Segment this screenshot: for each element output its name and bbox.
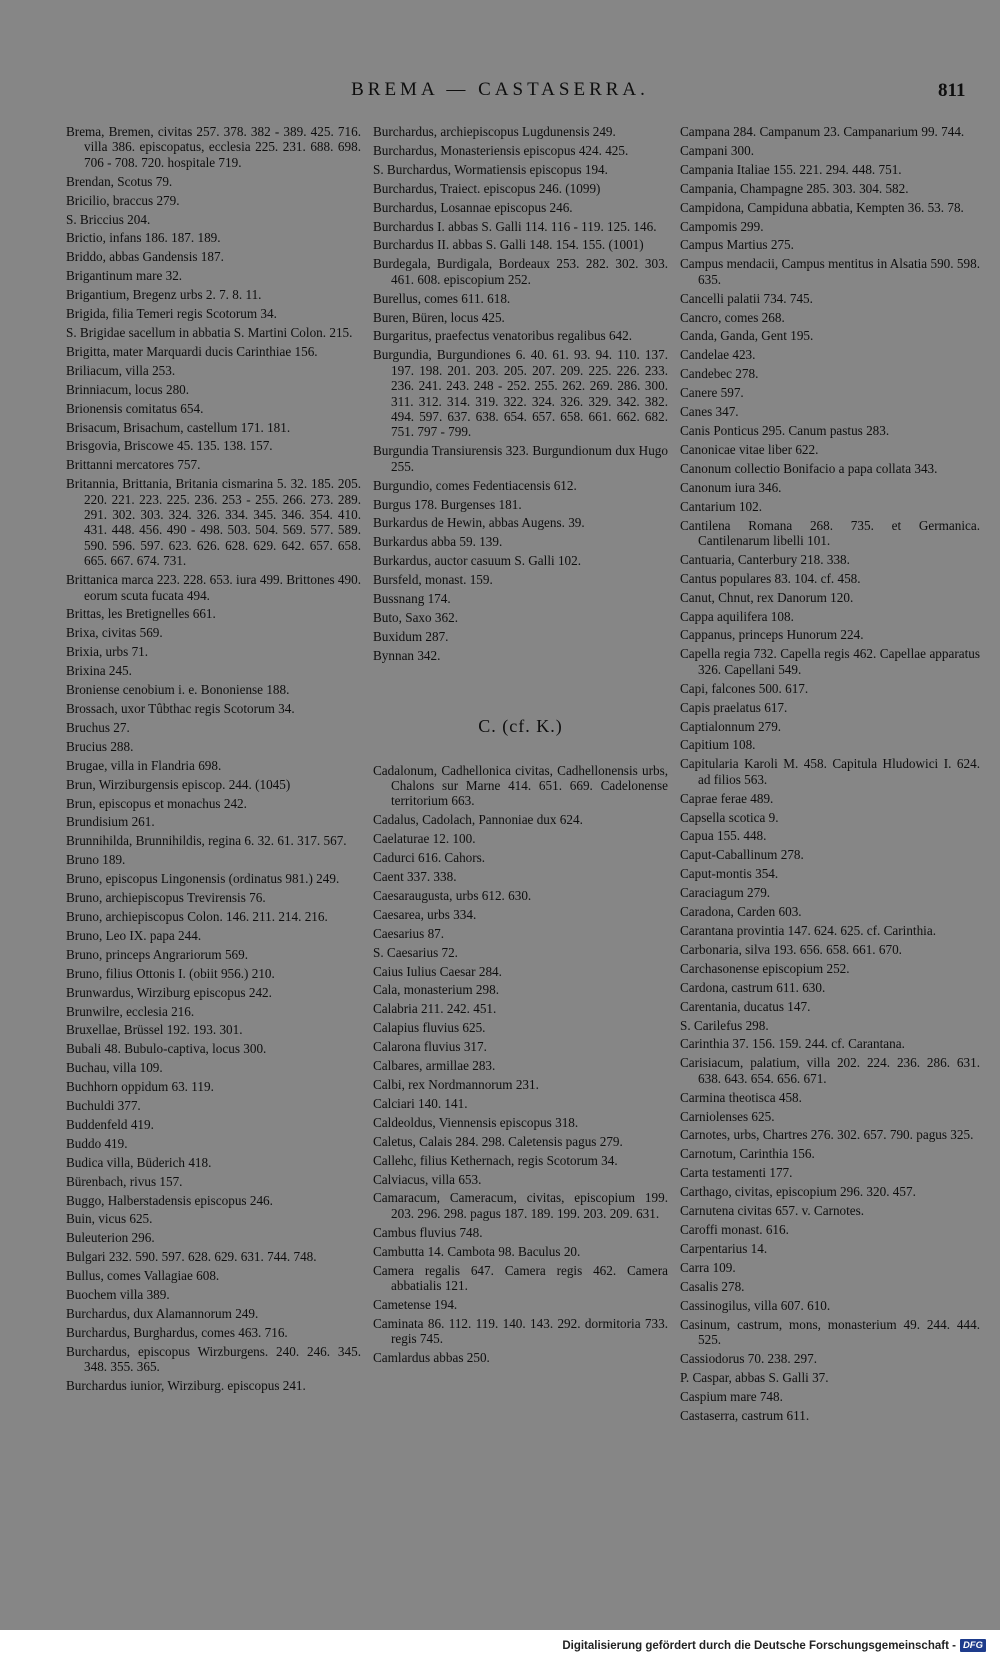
index-entry: Carpentarius 14. xyxy=(680,1240,768,1256)
index-entry: Canere 597. xyxy=(680,385,744,401)
index-entry: Budica villa, Büderich 418. xyxy=(66,1154,212,1170)
index-entry: Caent 337. 338. xyxy=(373,869,457,885)
index-entry: Bricilio, braccus 279. xyxy=(66,192,180,208)
index-entry: Calabria 211. 242. 451. xyxy=(373,1001,497,1017)
index-entry: Caius Iulius Caesar 284. xyxy=(373,963,502,979)
index-entry: Bruno, archiepiscopus Trevirensis 76. xyxy=(66,890,266,906)
index-entry: Camlardus abbas 250. xyxy=(373,1350,490,1366)
index-entry: Britannia, Brittania, Britania cismarina 5. 32. 185. 205. 220. 221. 223. 225. 236. 253 - 255. 266. 273. 289. 291. 302. 303. 324. 326. 334. 345. 346. 354. 410. 431. 448. 456. 490 - 498. 503. 504. 569. 577. 589. 590. 596. 597. 623. 626. 628. 629. 642. 657. 658. 665. 667. 674. 731. xyxy=(66,476,361,569)
index-entry: Carantana provintia 147. 624. 625. cf. Carinthia. xyxy=(680,922,936,938)
index-entry: Cassiodorus 70. 238. 297. xyxy=(680,1350,818,1366)
index-entry: Bruno, episcopus Lingonensis (ordinatus 981.) 249. xyxy=(66,871,340,887)
index-entry: Brittanica marca 223. 228. 653. iura 499. Brittones 490. eorum scuta fucata 494. xyxy=(66,572,361,603)
index-entry: Buxidum 287. xyxy=(373,628,449,644)
index-entry: Capis praelatus 617. xyxy=(680,699,788,715)
index-entry: Burchardus II. abbas S. Galli 148. 154. 155. (1001) xyxy=(373,237,644,253)
index-entry: Cantuaria, Canterbury 218. 338. xyxy=(680,551,850,567)
index-entry: Caesarius 87. xyxy=(373,925,445,941)
index-entry: Camaracum, Cameracum, civitas, episcopium 199. 203. 296. 298. pagus 187. 189. 199. 203. 209. 631. xyxy=(373,1190,668,1221)
index-entry: Bruno, Leo IX. papa 244. xyxy=(66,927,202,943)
index-entry: S. Caesarius 72. xyxy=(373,944,458,960)
index-entry: Canda, Ganda, Gent 195. xyxy=(680,328,814,344)
digitization-credit xyxy=(562,1639,986,1652)
index-entry: Bruno, filius Ottonis I. (obiit 956.) 210. xyxy=(66,965,275,981)
index-entry: Cardona, castrum 611. 630. xyxy=(680,979,826,995)
index-entry: Carta testamenti 177. xyxy=(680,1165,793,1181)
index-entry: Bursfeld, monast. 159. xyxy=(373,572,493,588)
index-entry: Cantus populares 83. 104. cf. 458. xyxy=(680,570,861,586)
index-entry: Calbi, rex Nordmannorum 231. xyxy=(373,1077,539,1092)
index-entry: Capitium 108. xyxy=(680,737,756,753)
index-entry: Caprae ferae 489. xyxy=(680,790,774,806)
index-entry: Buin, vicus 625. xyxy=(66,1211,153,1227)
index-entry: Buochem villa 389. xyxy=(66,1287,170,1303)
index-entry: Burkardus, auctor casuum S. Galli 102. xyxy=(373,553,582,569)
index-entry: Caesarea, urbs 334. xyxy=(373,906,477,922)
index-entry: S. Brigidae sacellum in abbatia S. Martini Colon. 215. xyxy=(66,324,353,340)
index-entry: S. Briccius 204. xyxy=(66,211,151,227)
index-entry: Caroffi monast. 616. xyxy=(680,1221,789,1237)
index-entry: Burchardus, Losannae episcopus 246. xyxy=(373,199,573,215)
index-entry: Brisgovia, Briscowe 45. 135. 138. 157. xyxy=(66,438,273,454)
index-entry: Castaserra, castrum 611. xyxy=(680,1407,810,1423)
index-entry: Cancelli palatii 734. 745. xyxy=(680,290,813,306)
index-entry: Buchau, villa 109. xyxy=(66,1060,163,1076)
index-entry: Caspium mare 748. xyxy=(680,1388,783,1404)
index-entry: Bullus, comes Vallagiae 608. xyxy=(66,1268,220,1284)
index-entry: Cadurci 616. Cahors. xyxy=(373,850,486,866)
index-entry: Carinthia 37. 156. 159. 244. cf. Carantana. xyxy=(680,1036,905,1052)
index-entry: Campania, Champagne 285. 303. 304. 582. xyxy=(680,180,909,196)
index-entry: Cappanus, princeps Hunorum 224. xyxy=(680,627,864,643)
section-c-entries xyxy=(373,763,668,1366)
index-entry: Capsella scotica 9. xyxy=(680,809,779,825)
index-entry: Brigantinum mare 32. xyxy=(66,268,183,284)
index-entry: Carnotum, Carinthia 156. xyxy=(680,1146,815,1162)
index-entry: Buleuterion 296. xyxy=(66,1230,155,1246)
index-entry: Campana 284. Campanum 23. Campanarium 99. 744. xyxy=(680,124,965,139)
index-entry: Brixina 245. xyxy=(66,663,132,679)
index-entry: Burchardus, Monasteriensis episcopus 424. 425. xyxy=(373,142,629,158)
index-entry: Calbares, armillae 283. xyxy=(373,1058,496,1074)
index-entry: Campus mendacii, Campus mentitus in Alsatia 590. 598. 635. xyxy=(680,256,980,287)
index-entry: Carisiacum, palatium, villa 202. 224. 236. 286. 631. 638. 643. 654. 656. 671. xyxy=(680,1055,980,1086)
index-entry: S. Carilefus 298. xyxy=(680,1017,769,1033)
index-entry: Brema, Bremen, civitas 257. 378. 382 - 389. 425. 716. villa 386. episcopatus, ecclesia 225. 231. 688. 698. 706 - 708. 720. hospitale 719. xyxy=(66,124,361,170)
index-entry: Briddo, abbas Gandensis 187. xyxy=(66,249,224,265)
index-entry: Briliacum, villa 253. xyxy=(66,362,176,378)
section-heading-c: C. (cf. K.) xyxy=(478,716,563,737)
index-entry: Carniolenses 625. xyxy=(680,1108,775,1124)
index-entry: Carnutena civitas 657. v. Carnotes. xyxy=(680,1203,865,1219)
index-entry: Carmina theotisca 458. xyxy=(680,1089,802,1105)
index-entry: Camera regalis 647. Camera regis 462. Camera abbatialis 121. xyxy=(373,1262,668,1293)
index-entry: Bruxellae, Brüssel 192. 193. 301. xyxy=(66,1022,243,1038)
index-entry: Buddenfeld 419. xyxy=(66,1116,154,1132)
index-entry: Brinniacum, locus 280. xyxy=(66,381,190,397)
index-entry: Burchardus, Burghardus, comes 463. 716. xyxy=(66,1324,288,1340)
index-entry: Campus Martius 275. xyxy=(680,237,794,253)
index-entry: Brittanni mercatores 757. xyxy=(66,457,201,473)
column-2-entries xyxy=(373,124,668,663)
index-entry: Capua 155. 448. xyxy=(680,828,767,844)
index-entry: Cambus fluvius 748. xyxy=(373,1224,483,1240)
index-entry: Bruno, princeps Angrariorum 569. xyxy=(66,946,249,962)
index-entry: Cantilena Romana 268. 735. et Germanica. Cantilenarum libelli 101. xyxy=(680,517,980,548)
index-entry: Cancro, comes 268. xyxy=(680,309,785,325)
index-entry: Carnotes, urbs, Chartres 276. 302. 657. 790. pagus 325. xyxy=(680,1127,974,1143)
index-entry: Brunnihilda, Brunnihildis, regina 6. 32. 61. 317. 567. xyxy=(66,833,347,849)
index-entry: Caput-Caballinum 278. xyxy=(680,847,804,863)
index-entry: Calapius fluvius 625. xyxy=(373,1020,486,1036)
running-head: BREMA — CASTASERRA. xyxy=(351,79,649,100)
index-entry: Calarona fluvius 317. xyxy=(373,1039,487,1055)
index-entry: Campidona, Campiduna abbatia, Kempten 36. 53. 78. xyxy=(680,199,964,215)
index-entry: Campomis 299. xyxy=(680,218,764,234)
index-entry: Caradona, Carden 603. xyxy=(680,904,802,920)
index-column-1 xyxy=(66,124,361,1397)
index-entry: Casalis 278. xyxy=(680,1278,745,1294)
index-entry: Cappa aquilifera 108. xyxy=(680,608,794,624)
index-entry: Canonicae vitae liber 622. xyxy=(680,441,819,457)
index-entry: S. Burchardus, Wormatiensis episcopus 194. xyxy=(373,161,608,177)
index-entry: Carentania, ducatus 147. xyxy=(680,998,811,1014)
index-entry: Cadalonum, Cadhellonica civitas, Cadhellonensis urbs, Chalons sur Marne 414. 651. 669. Cadelonense territorium 663. xyxy=(373,762,668,809)
index-entry: Burchardus I. abbas S. Galli 114. 116 - 119. 125. 146. xyxy=(373,218,657,234)
index-entry: Capitularia Karoli M. 458. Capitula Hludowici I. 624. ad filios 563. xyxy=(680,756,980,787)
index-entry: Buren, Büren, locus 425. xyxy=(373,309,505,325)
index-entry: Brendan, Scotus 79. xyxy=(66,173,173,189)
index-entry: Buggo, Halberstadensis episcopus 246. xyxy=(66,1192,273,1208)
index-entry: Buchhorn oppidum 63. 119. xyxy=(66,1079,214,1095)
index-entry: Bruno 189. xyxy=(66,852,126,868)
index-entry: Cassinogilus, villa 607. 610. xyxy=(680,1297,831,1313)
index-entry: Brucius 288. xyxy=(66,738,134,754)
index-entry: Burkardus abba 59. 139. xyxy=(373,534,503,550)
index-entry: Brictio, infans 186. 187. 189. xyxy=(66,230,221,246)
index-entry: Bynnan 342. xyxy=(373,647,441,663)
index-entry: Burellus, comes 611. 618. xyxy=(373,290,511,306)
index-entry: Caput-montis 354. xyxy=(680,866,779,882)
index-entry: Carra 109. xyxy=(680,1259,736,1275)
index-entry: Canes 347. xyxy=(680,404,739,420)
index-entry: Brunwardus, Wirziburg episcopus 242. xyxy=(66,984,272,1000)
index-entry: Burchardus, episcopus Wirzburgens. 240. 246. 345. 348. 355. 365. xyxy=(66,1343,361,1375)
index-entry: Burkardus de Hewin, abbas Augens. 39. xyxy=(373,515,585,531)
index-entry: Campani 300. xyxy=(680,142,754,158)
index-entry: Cantarium 102. xyxy=(680,498,763,514)
index-entry: Brisacum, Brisachum, castellum 171. 181. xyxy=(66,419,291,435)
index-entry: Brundisium 261. xyxy=(66,814,155,830)
index-entry: Burchardus, Traiect. episcopus 246. (1099) xyxy=(373,180,601,196)
index-entry: Burgundio, comes Fedentiacensis 612. xyxy=(373,477,577,493)
index-entry: Canis Ponticus 295. Canum pastus 283. xyxy=(680,423,890,438)
index-entry: Brun, episcopus et monachus 242. xyxy=(66,795,247,811)
index-entry: Brun, Wirziburgensis episcop. 244. (1045) xyxy=(66,776,291,792)
index-entry: Bulgari 232. 590. 597. 628. 629. 631. 744. 748. xyxy=(66,1249,317,1265)
index-entry: Calciari 140. 141. xyxy=(373,1095,468,1111)
index-entry: Capi, falcones 500. 617. xyxy=(680,680,809,696)
index-entry: Callehc, filius Kethernach, regis Scotorum 34. xyxy=(373,1152,618,1168)
index-entry: Cala, monasterium 298. xyxy=(373,982,499,998)
index-entry: P. Caspar, abbas S. Galli 37. xyxy=(680,1369,829,1385)
index-entry: Burdegala, Burdigala, Bordeaux 253. 282. 302. 303. 461. 608. episcopium 252. xyxy=(373,256,668,287)
index-entry: Brigida, filia Temeri regis Scotorum 34. xyxy=(66,306,277,322)
index-entry: Burgundia Transiurensis 323. Burgundionum dux Hugo 255. xyxy=(373,443,668,474)
index-entry: Brigantium, Bregenz urbs 2. 7. 8. 11. xyxy=(66,287,262,303)
index-entry: Caesaraugusta, urbs 612. 630. xyxy=(373,887,532,903)
index-entry: Burgundia, Burgundiones 6. 40. 61. 93. 94. 110. 137. 197. 198. 201. 203. 205. 207. 209. 225. 226. 233. 236. 241. 243. 248 - 252. 255. 262. 269. 286. 300. 311. 312. 314. 319. 322. 324. 326. 329. 342. 382. 494. 597. 637. 638. 654. 657. 658. 661. 662. 682. 751. 797 - 799. xyxy=(373,347,668,440)
index-entry: Burchardus iunior, Wirziburg. episcopus 241. xyxy=(66,1378,306,1394)
index-entry: Brixa, civitas 569. xyxy=(66,625,163,641)
index-entry: Burchardus, dux Alamannorum 249. xyxy=(66,1306,259,1321)
index-entry: Carthago, civitas, episcopium 296. 320. 457. xyxy=(680,1184,916,1200)
index-entry: Burchardus, archiepiscopus Lugdunensis 249. xyxy=(373,124,616,139)
index-entry: Candelae 423. xyxy=(680,347,756,363)
index-entry: Bubali 48. Bubulo-captiva, locus 300. xyxy=(66,1041,267,1057)
index-entry: Brunwilre, ecclesia 216. xyxy=(66,1003,195,1019)
index-entry: Bürenbach, rivus 157. xyxy=(66,1173,183,1189)
index-entry: Carchasonense episcopium 252. xyxy=(680,960,850,976)
index-entry: Brittas, les Bretignelles 661. xyxy=(66,606,216,622)
index-entry: Burgus 178. Burgenses 181. xyxy=(373,496,522,512)
index-entry: Buddo 419. xyxy=(66,1135,128,1151)
index-entry: Calviacus, villa 653. xyxy=(373,1171,482,1187)
index-entry: Caraciagum 279. xyxy=(680,885,771,901)
index-entry: Caminata 86. 112. 119. 140. 143. 292. dormitoria 733. regis 745. xyxy=(373,1315,668,1347)
index-entry: Brigitta, mater Marquardi ducis Carinthiae 156. xyxy=(66,343,318,359)
index-entry: Bruchus 27. xyxy=(66,719,130,735)
index-entry: Cadalus, Cadolach, Pannoniae dux 624. xyxy=(373,812,583,828)
index-column-3 xyxy=(680,124,980,1426)
index-entry: Broniense cenobium i. e. Bononiense 188. xyxy=(66,682,290,698)
index-entry: Casinum, castrum, mons, monasterium 49. 244. 444. 525. xyxy=(680,1316,980,1347)
index-entry: Canonum collectio Bonifacio a papa collata 343. xyxy=(680,460,938,476)
credit-text: Digitalisierung gefördert durch die Deutsche Forschungsgemeinschaft - xyxy=(562,1639,956,1652)
index-entry: Carbonaria, silva 193. 656. 658. 661. 670. xyxy=(680,941,902,957)
index-entry: Buchuldi 377. xyxy=(66,1098,141,1114)
index-entry: Bruno, archiepiscopus Colon. 146. 211. 214. 216. xyxy=(66,908,328,924)
index-entry: Capella regia 732. Capella regis 462. Capellae apparatus 326. Capellani 549. xyxy=(680,646,980,677)
index-entry: Burgaritus, praefectus venatoribus regalibus 642. xyxy=(373,328,633,344)
index-entry: Brionensis comitatus 654. xyxy=(66,400,204,416)
index-column-2 xyxy=(373,124,668,1369)
index-entry: Caldeoldus, Viennensis episcopus 318. xyxy=(373,1114,579,1130)
index-entry: Campania Italiae 155. 221. 294. 448. 751. xyxy=(680,161,902,177)
index-entry: Cambutta 14. Cambota 98. Baculus 20. xyxy=(373,1243,581,1259)
index-entry: Canut, Chnut, rex Danorum 120. xyxy=(680,589,854,605)
index-entry: Canonum iura 346. xyxy=(680,479,782,495)
index-entry: Caelaturae 12. 100. xyxy=(373,831,476,847)
index-entry: Captialonnum 279. xyxy=(680,718,782,734)
index-entry: Bussnang 174. xyxy=(373,591,451,607)
index-entry: Buto, Saxo 362. xyxy=(373,609,458,625)
dfg-logo: DFG xyxy=(960,1639,986,1652)
index-entry: Caletus, Calais 284. 298. Caletensis pagus 279. xyxy=(373,1133,623,1149)
index-entry: Cametense 194. xyxy=(373,1296,458,1312)
index-entry: Brossach, uxor Tûbthac regis Scotorum 34. xyxy=(66,701,295,716)
index-entry: Candebec 278. xyxy=(680,366,759,382)
index-entry: Brugae, villa in Flandria 698. xyxy=(66,757,222,773)
page-number: 811 xyxy=(938,80,966,101)
index-entry: Brixia, urbs 71. xyxy=(66,644,149,660)
